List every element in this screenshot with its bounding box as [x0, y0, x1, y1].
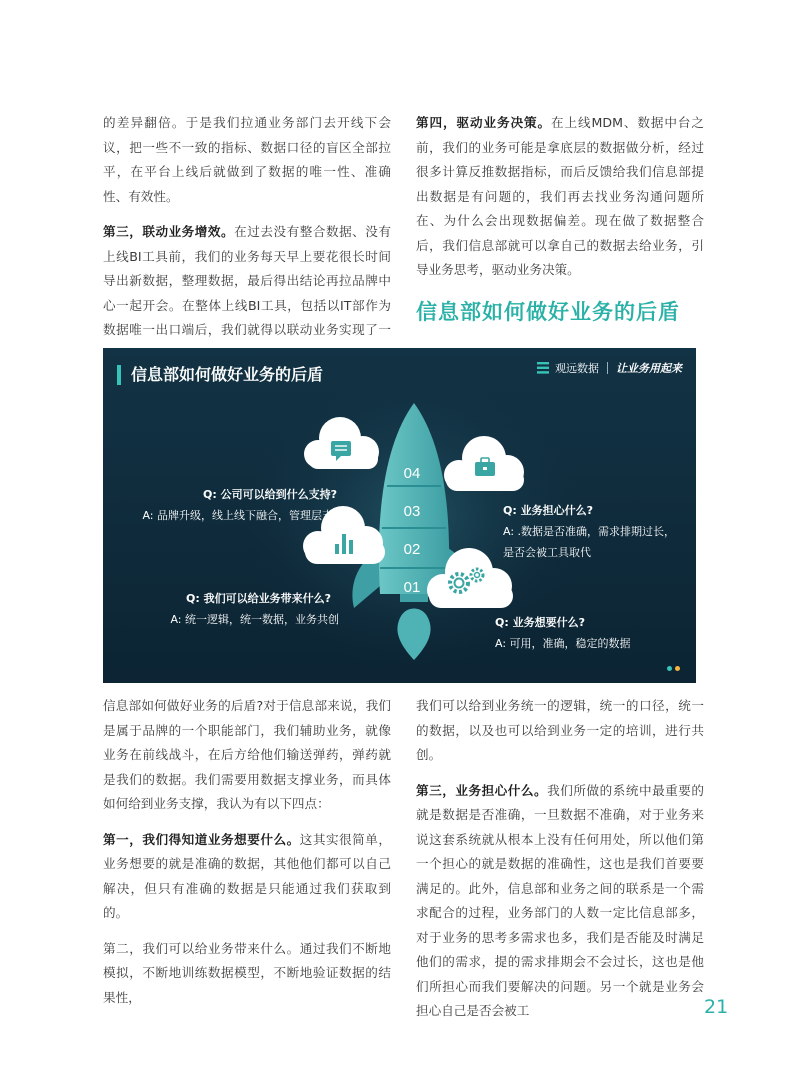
answer-continued: 是否会被工具取代: [503, 546, 591, 559]
stage-number: 01: [403, 579, 421, 596]
question: Q: 业务担心什么?: [503, 504, 593, 517]
qa-block-support: [116, 484, 344, 526]
page-number: 21: [704, 996, 729, 1018]
paragraph: [103, 220, 391, 367]
paragraph: [103, 828, 391, 926]
dot: [675, 666, 680, 671]
paragraph: [416, 779, 704, 1024]
stage-number: 04: [403, 465, 421, 482]
brand-name: 观远数据: [555, 362, 599, 375]
answer: A: 品牌升级，线上线下融合，管理层支持: [142, 509, 344, 522]
stage-number: 03: [403, 503, 421, 520]
section-heading: 信息部如何做好业务的后盾: [416, 300, 680, 324]
text-column-top-right: [416, 111, 704, 283]
brand-logo-icon: [536, 361, 550, 375]
paragraph: 我们可以给到业务统一的逻辑，统一的口径，统一的数据，以及也可以给到业务一定的培训，进行共创。: [416, 698, 704, 762]
text-column-bottom-right: [416, 694, 704, 1024]
stage-number: 02: [403, 541, 421, 558]
text-column-top-left: [103, 111, 391, 367]
question: Q: 我们可以给业务带来什么?: [186, 592, 331, 605]
infographic-banner: [103, 348, 696, 683]
dot: [667, 666, 672, 671]
paragraph-lead: 第一，我们得知道业务想要什么。: [103, 831, 300, 847]
paragraph-lead: 第四，驱动业务决策。: [416, 115, 552, 130]
answer: A: 可用，准确，稳定的数据: [495, 637, 631, 650]
paragraph: 的差异翻倍。于是我们拉通业务部门去开线下会议，把一些不一致的指标、数据口径的盲区全部拉平，在平台上线后就做到了数据的唯一性、准确性、有效性。: [103, 115, 391, 204]
paragraph-body: 我们所做的系统中最重要的就是数据是否准确，一旦数据不准确，对于业务来说这套系统就从根本上没有任何用处，所以他们第一个担心的就是数据的准确性，这也是我们首要要满足的。此外，信息部和业务之间的联系是一个需求配合的过程，业务部门的人数一定比信息部多，对于业务的思考多需求也多，我们是否能及时满足他们的需求，提的需求排期会不会过长，这也是他们所担心而我们要解决的问题。另一个就是业务会担心自己是否会被工: [416, 782, 705, 1018]
text-column-bottom-left: [103, 694, 391, 1010]
paragraph-body: 在上线MDM、数据中台之前，我们的业务可能是拿底层的数据做分析，经过很多计算反推数据指标，而后反馈给我们信息部提出数据是有问题的，我们再去找业务沟通问题所在、为什么会出现数据偏差。现在做了数据整合后，我们信息部就可以拿自己的数据去给业务，引导业务思考，驱动业务决策。: [416, 115, 705, 277]
paragraph: 信息部如何做好业务的后盾?对于信息部来说，我们是属于品牌的一个职能部门，我们辅助业务，就像业务在前线战斗，在后方给他们输送弹药，弹药就是我们的数据。我们需要用数据支撑业务，而具体如何给到业务支撑，我认为有以下四点：: [103, 698, 391, 811]
brand-slogan: 让业务用起来: [616, 362, 682, 375]
brand-divider: [607, 362, 608, 374]
paragraph-body: 这其实很简单，业务想要的就是准确的数据，其他他们都可以自己解决，但只有准确的数据是只能通过我们获取到的。: [103, 831, 392, 920]
paragraph: 第二，我们可以给业务带来什么。通过我们不断地模拟，不断地训练数据模型，不断地验证数据的结果性，: [103, 940, 391, 1005]
decorative-dots: [664, 666, 680, 671]
question: Q: 公司可以给到什么支持?: [203, 488, 337, 501]
answer: A: 统一逻辑，统一数据，业务共创: [170, 613, 339, 626]
qa-block-value: [141, 588, 339, 630]
paragraph: [416, 111, 704, 283]
banner-title: 信息部如何做好业务的后盾: [117, 365, 323, 385]
paragraph-lead: 第三，业务担心什么。: [416, 782, 548, 798]
paragraph-lead: 第三，联动业务增效。: [103, 224, 235, 239]
brand: [536, 360, 682, 376]
qa-block-concerns: [503, 500, 688, 563]
answer: A: .数据是否准确，需求排期过长，: [503, 525, 676, 538]
question: Q: 业务想要什么?: [495, 616, 585, 629]
qa-block-needs: [495, 612, 690, 654]
paragraph-body: 在过去没有整合数据、没有上线BI工具前，我们的业务每天早上要花很长时间导出新数据，整理数据，最后得出结论再拉品牌中心一起开会。在整体上线BI工具，包括以IT部作为数据唯一出口端后，我们就得以联动业务实现了一: [103, 224, 392, 337]
